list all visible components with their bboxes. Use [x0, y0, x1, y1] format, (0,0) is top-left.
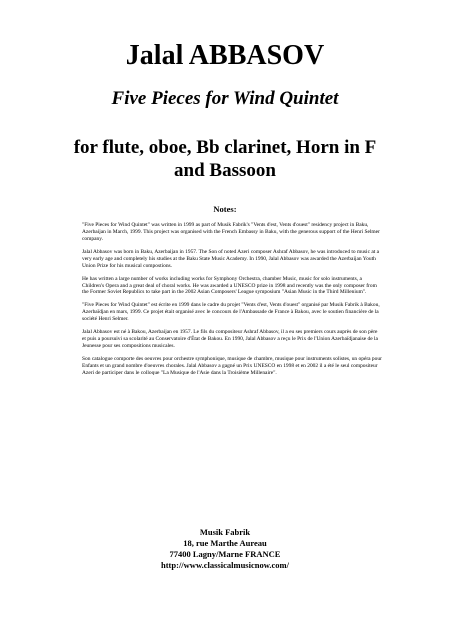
note-paragraph: "Five Pieces for Wind Quintet" was written in 1999 as part of Musik Fabrik's "Vents d'est, Vents d'ouest" residency project in Baku, Azerbaijan in March, 1999. This project was organised with the French Embassy in Baku, with the generous support of the Henri Selmer company. — [82, 222, 380, 242]
publisher-street: 18, rue Marthe Aureau — [183, 538, 267, 548]
note-paragraph: "Five Pieces for Wind Quintet" est écrite en 1999 dans le cadre du projet "Vents d'est, Vents d'ouest" organisé par Musik Fabrik à Bakou, Azerbaïdjan en mars, 1999. Ce projet était organisé avec le concours de l'Ambassade de France à Bakou, avec le soutien financière de la société Henri Selmer. — [82, 302, 380, 323]
publisher-url[interactable]: http://www.classicalmusicnow.com/ — [161, 560, 289, 570]
publisher-city: 77400 Lagny/Marne FRANCE — [169, 549, 281, 559]
publisher-name: Musik Fabrik — [199, 527, 251, 537]
program-notes — [82, 222, 382, 383]
notes-heading: Notes: — [213, 204, 237, 214]
instrumentation-line-2: and Bassoon — [174, 160, 276, 181]
work-title: Five Pieces for Wind Quintet — [111, 88, 339, 109]
composer-name: Jalal ABBASOV — [125, 40, 325, 71]
note-paragraph: Jalal Abbasov was born in Baku, Azerbaijan in 1957. The Son of noted Azeri composer Ashraf Abbasov, he was introduced to music at a very early age and completely his studies at the Baku State Music Academy. In 1990, Jalal Abbasov was awarded the Azerbaijan Youth Union Prize for his musical compostions. — [82, 248, 380, 269]
instrumentation-line-1: for flute, oboe, Bb clarinet, Horn in F — [73, 137, 377, 158]
note-paragraph: Jalal Abbasov est né à Bakou, Azerbaijan en 1957. Le fils du compositeur Ashraf Abbasov, il a eu ses premiers cours auprès de son père et puis a poursuivi sa scolarité au Conservatoire d'État de Bakou. En 1990, Jalal Abbasov a reçu le Prix de l'Union Azerbaïdjanaise de la Jeunesse pour ses compositions musicales. — [82, 329, 378, 350]
note-paragraph: Son catalogue comporte des oeuvres pour orchestre symphonique, musique de chambre, musique pour instruments solistes, un opéra pour Enfants et un grand nombre d'oeuvres chorales. Jalal Abbasov a gagné un Prix UNESCO en 1998 et en 2002 il a été le seul compositeur Azeri de participer dans le colloque "La Musique de l'Asie dans la Troisième Millenaire". — [82, 356, 382, 376]
publisher-block — [0, 527, 450, 571]
note-paragraph: He has written a large number of works including works for Symphony Orchestra, chamber Music, music for solo instruments, a Children's Opera and a great deal of choral works. He was awarded a UNESCO prize in 1998 and recently was the only composer from the Former Soviet Republics to take part in the 2002 Asian Composers' League symposium "Asian Music in the Third Millenium". — [82, 275, 377, 296]
